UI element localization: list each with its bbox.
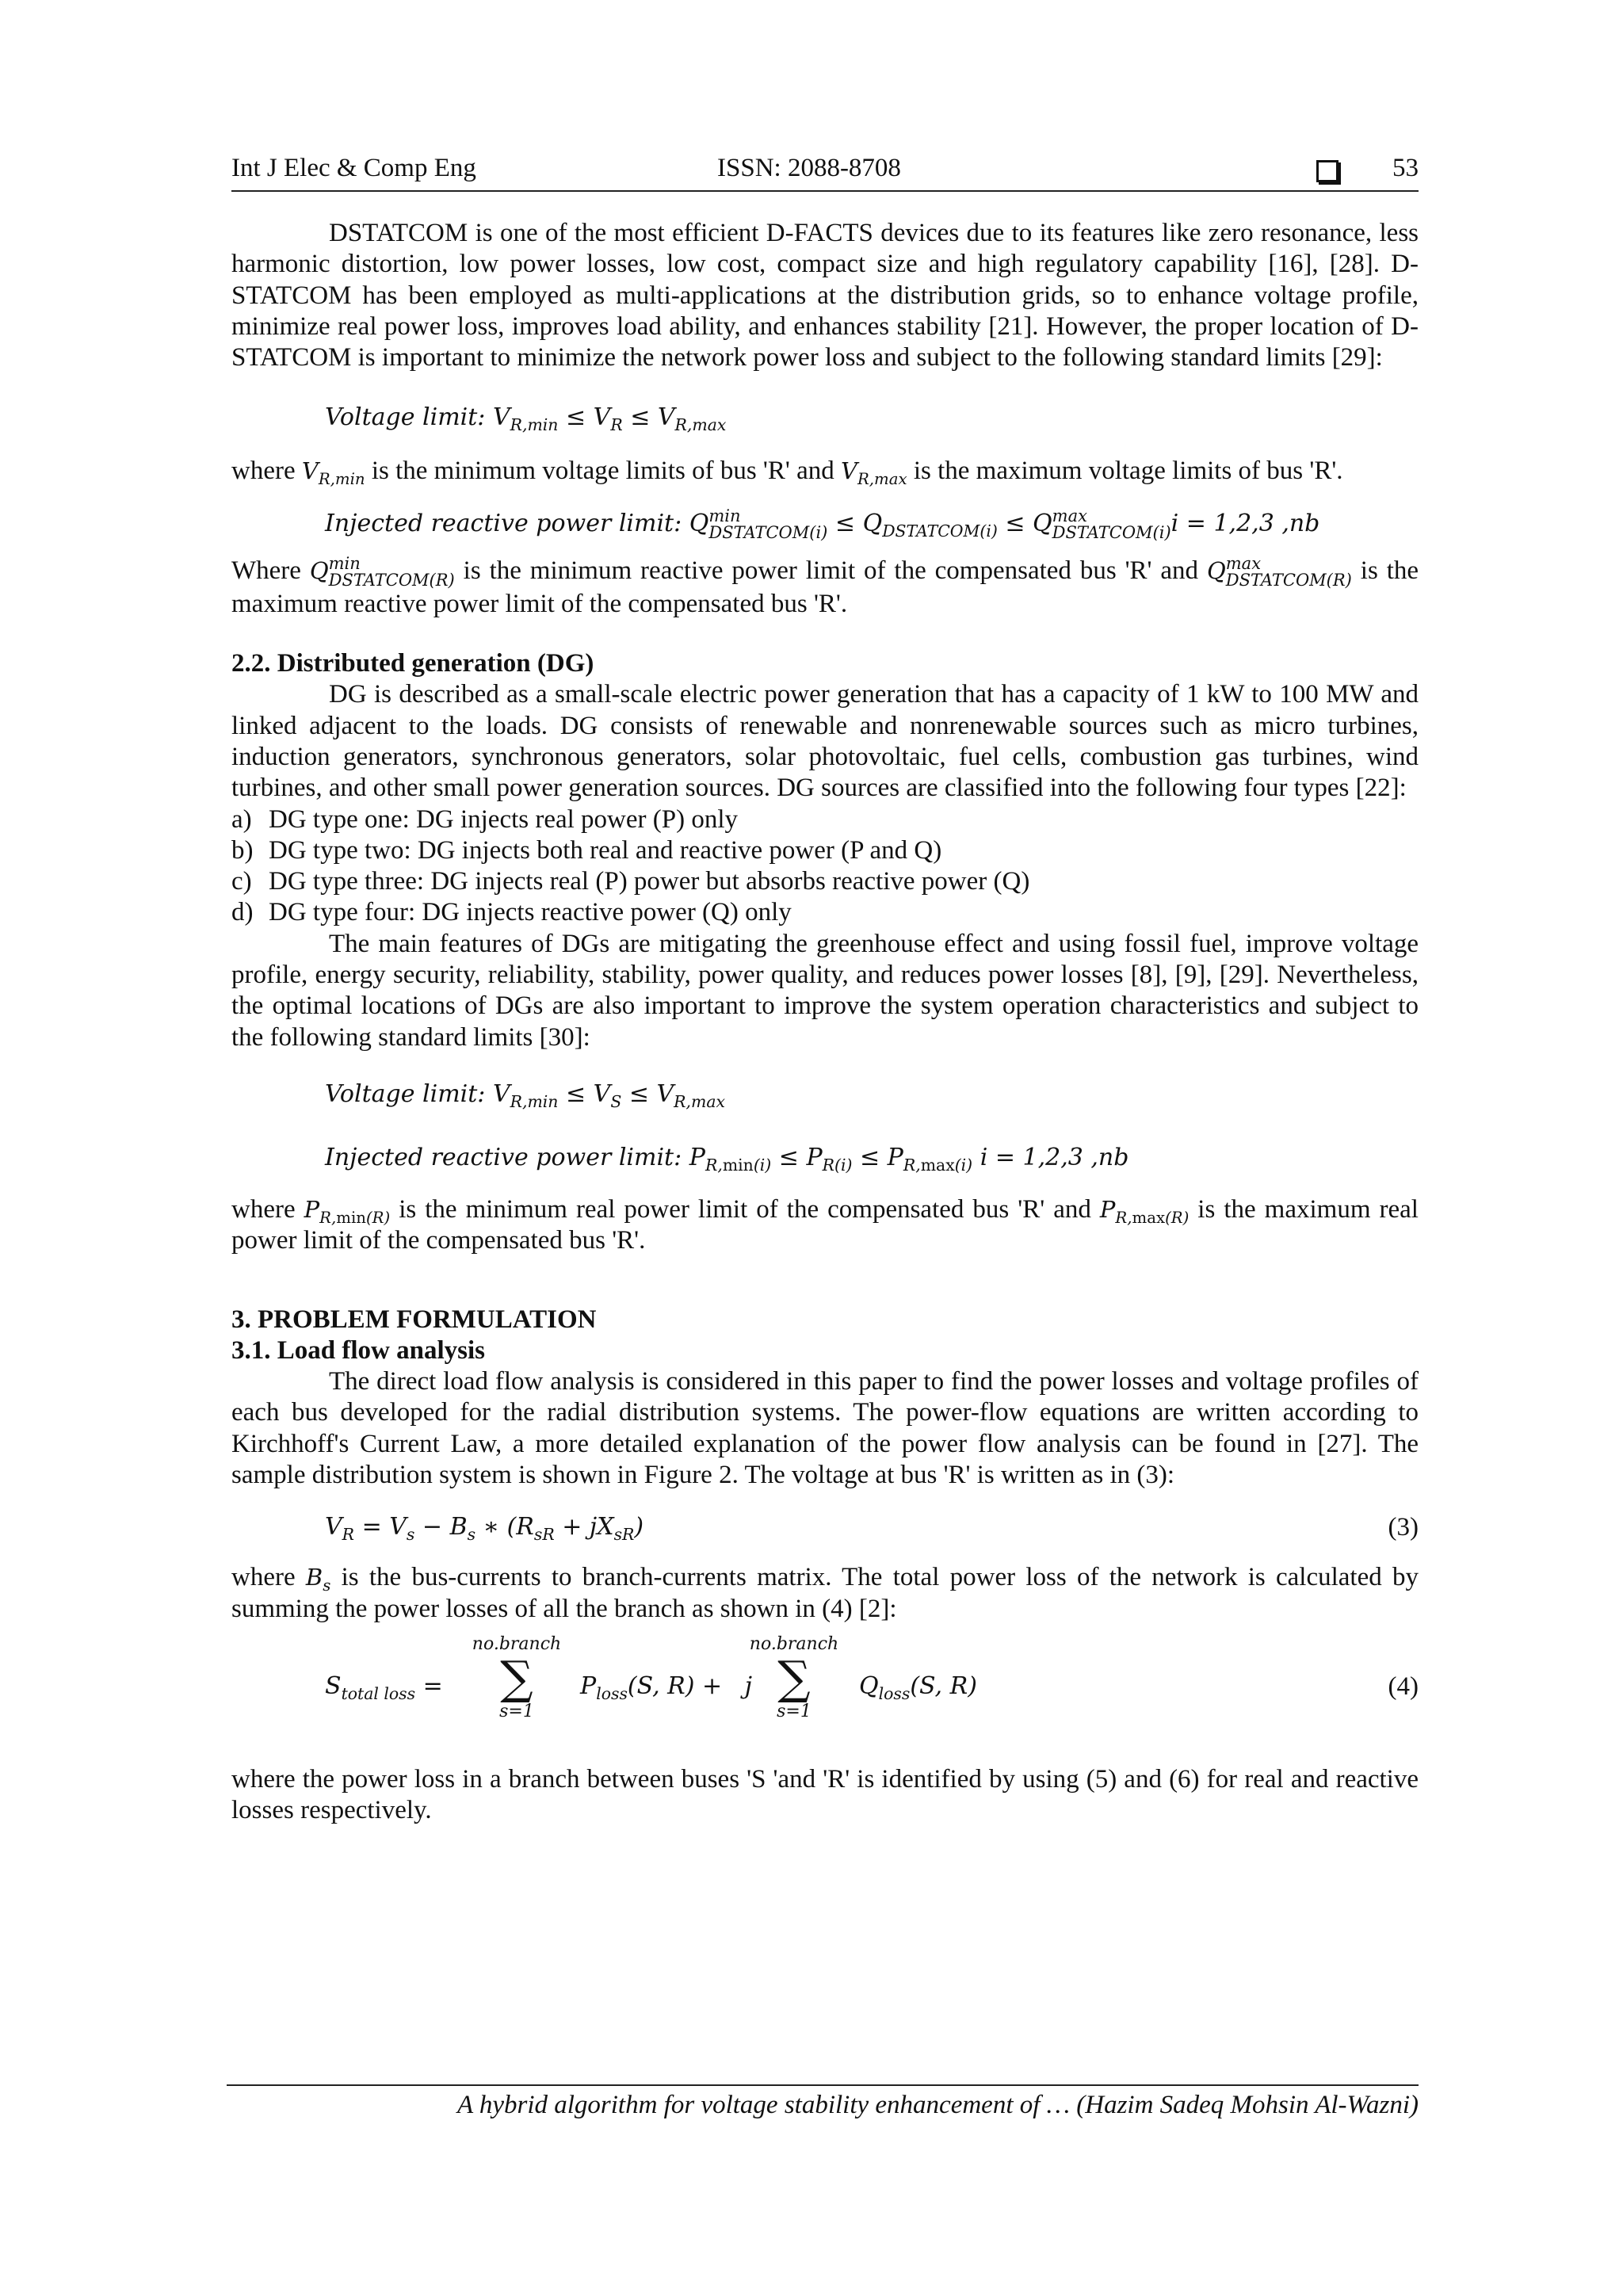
equation-number-3: (3) bbox=[1388, 1513, 1419, 1542]
sum-symbol: no.branch ∑ s=1 bbox=[749, 1633, 839, 1721]
equation-label: Voltage limit bbox=[325, 403, 478, 432]
list-item: a) DG type one: DG injects real power (P) only bbox=[231, 804, 739, 834]
equation-3: $V_R = V_s - B_s$ ∗ $(R_{sR} + jX_{sR})$ (3) bbox=[325, 1513, 1419, 1545]
equation-index: i = 1,2,3 ,nb bbox=[1170, 509, 1320, 537]
equation-4: $S_{total loss}$ = no.branch ∑ s=1 $P_{loss}(S$, R) + j no.branch ∑ s=1 $Q_{loss}(S$, R) (4) bbox=[325, 1633, 1419, 1721]
square-bullet-icon bbox=[1316, 160, 1338, 182]
running-footer: A hybrid algorithm for voltage stability enhancement of … (Hazim Sadeq Mohsin Al-Wazni) bbox=[227, 2084, 1419, 2120]
paragraph-voltage-where: where $V_{R,min}$ is the minimum voltage limits of bus 'R' and $V_{R,max}$ is the maximum voltage limits of bus 'R'. bbox=[231, 457, 1343, 489]
running-header bbox=[231, 152, 1419, 192]
page-number: 53 bbox=[1392, 154, 1419, 182]
section-heading-2-2: 2.2. Distributed generation (DG) bbox=[231, 649, 594, 678]
paragraph-dstatcom: DSTATCOM is one of the most efficient D-FACTS devices due to its features like zero resonance, less harmonic distortion, low power losses, low cost, compact size and high regulatory capability [16], [28]. D-STATCOM has been employed as multi-applications at the distribution grids, so to enhance voltage profile, minimize real power loss, improves load ability, and enhances stability [21]. However, the proper location of D-STATCOM is important to minimize the network power loss and subject to the following standard limits [29]: bbox=[231, 219, 1419, 372]
paragraph-real-where: where $P_{R,min(R)}$ is the minimum real power limit of the compensated bus 'R' and $P_{R,max(R)}$ is the maximum real power limit of the compensated bus 'R'. bbox=[231, 1194, 1419, 1255]
equation-label: Injected reactive power limit bbox=[325, 1143, 674, 1171]
equation-index: i = 1,2,3 ,nb bbox=[980, 1143, 1129, 1171]
section-heading-3-1: 3.1. Load flow analysis bbox=[231, 1335, 485, 1365]
issn: ISSN: 2088-8708 bbox=[717, 154, 901, 182]
paragraph-reactive-where: Where Q min DSTATCOM(R) is the minimum reactive power limit of the compensated bus 'R' and Q max DSTATCOM(R) is the maximum reactive power limit of the compensated bus 'R'. bbox=[231, 553, 1419, 618]
equation-real-limit: Injected reactive power limit: $P_{R,min(i)} \le P_{R(i)} \le P_{R,max(i)}$ i = 1,2,3 ,nb bbox=[325, 1143, 1129, 1175]
paragraph-bus-currents: where $B_s$ is the bus-currents to branch-currents matrix. The total power loss of the network is calculated by summing the power losses of all the branch as shown in (4) [2]: bbox=[231, 1563, 1419, 1623]
journal-name: Int J Elec & Comp Eng bbox=[231, 154, 476, 182]
list-item: c) DG type three: DG injects real (P) power but absorbs reactive power (Q) bbox=[231, 867, 1030, 896]
body-text bbox=[231, 218, 1419, 1827]
list-item: d) DG type four: DG injects reactive power (Q) only bbox=[231, 898, 792, 927]
equation-label: Injected reactive power limit bbox=[325, 509, 674, 537]
dg-type-list bbox=[231, 804, 1419, 929]
paragraph-load-flow: The direct load flow analysis is considered in this paper to find the power losses and voltage profiles of each bus developed for the radial distribution systems. The power-flow equations are written according to Kirchhoff's Current Law, a more detailed explanation of the power flow analysis can be found in [27]. The sample distribution system is shown in Figure 2. The voltage at bus 'R' is written as in (3): bbox=[231, 1367, 1419, 1490]
section-heading-3: 3. PROBLEM FORMULATION bbox=[231, 1305, 597, 1334]
sum-symbol: no.branch ∑ s=1 bbox=[472, 1633, 562, 1721]
equation-voltage-limit-1: Voltage limit: $V_{R,min} \le V_R \le V_{R,max}$ bbox=[325, 403, 727, 435]
paragraph-dg: DG is described as a small-scale electric power generation that has a capacity of 1 kW to 100 MW and linked adjacent to the loads. DG consists of renewable and nonrenewable sources such as micro turbines, induction generators, synchronous generators, solar photovoltaic, fuel cells, combustion gas turbines, wind turbines, and other small power generation sources. DG sources are classified into the following four types [22]: bbox=[231, 680, 1419, 803]
equation-voltage-limit-2: Voltage limit: $V_{R,min} \le V_S \le V_{R,max}$ bbox=[325, 1079, 725, 1111]
paragraph-branch-loss: where the power loss in a branch between buses 'S 'and 'R' is identified by using (5) and (6) for real and reactive losses respectively. bbox=[231, 1764, 1419, 1825]
paragraph-dg-features: The main features of DGs are mitigating the greenhouse effect and using fossil fuel, improve voltage profile, energy security, reliability, stability, power quality, and reduces power losses [8], [9], [29]. Nevertheless, the optimal locations of DGs are also important to improve the system operation characteristics and subject to the following standard limits [30]: bbox=[231, 929, 1419, 1052]
equation-label: Voltage limit bbox=[325, 1079, 478, 1108]
equation-reactive-limit: Injected reactive power limit: Q min DSTATCOM(i) ≤ $Q_{DSTATCOM(i)} \le Q$ max DSTATCOM(i) i = 1,2,3 ,nb bbox=[325, 506, 1320, 542]
equation-number-4: (4) bbox=[1388, 1671, 1419, 1701]
list-item: b) DG type two: DG injects both real and reactive power (P and Q) bbox=[231, 835, 942, 865]
